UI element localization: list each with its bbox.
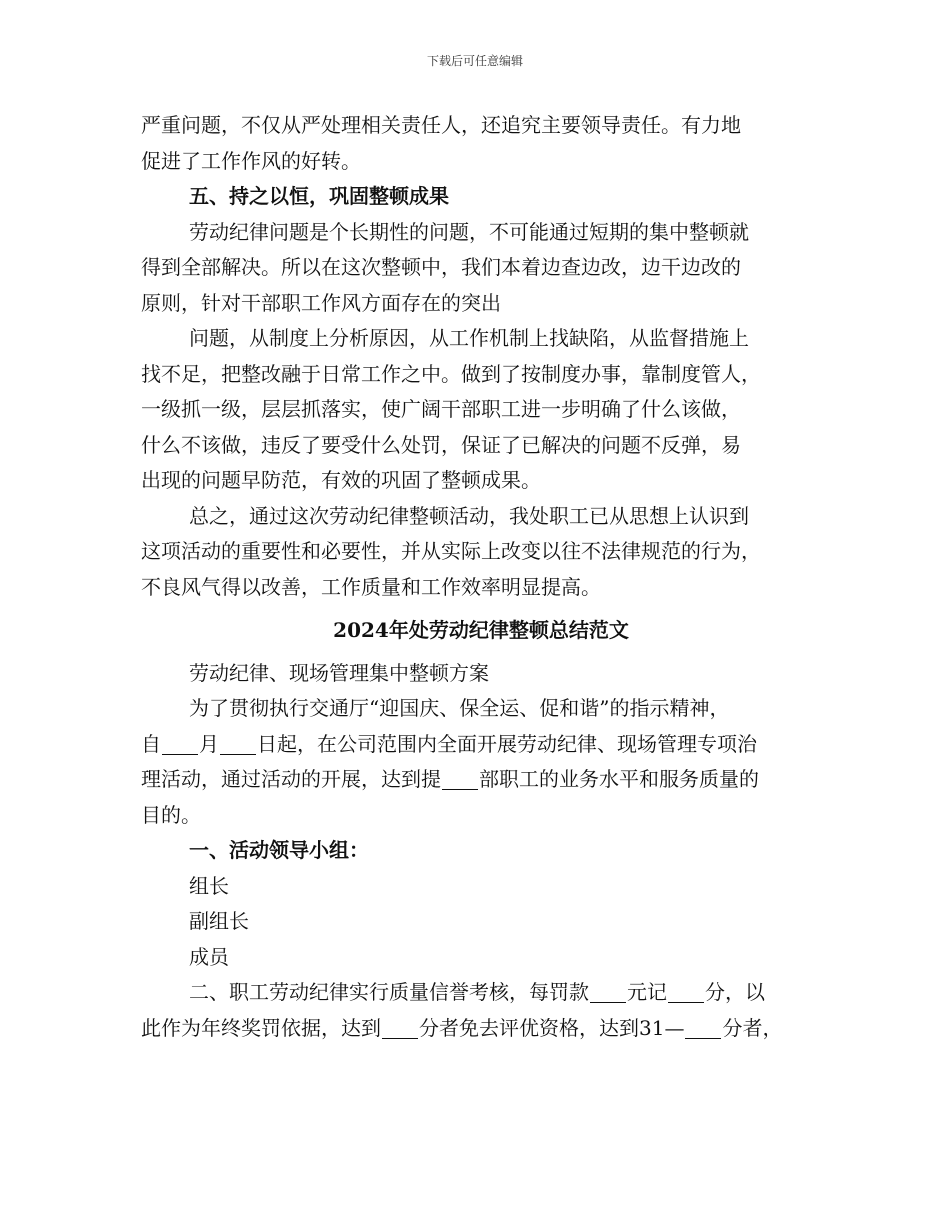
section-heading: 一、活动领导小组： xyxy=(189,838,369,862)
fill-in-blank xyxy=(590,982,626,1003)
text-fragment: 月 xyxy=(199,731,219,756)
text-fragment: 分者， xyxy=(722,1015,783,1040)
text-line: 什么不该做，违反了要受什么处罚，保证了已解决的问题不反弹，易 xyxy=(141,432,741,457)
text-line: 促进了工作作风的好转。 xyxy=(141,148,361,173)
fill-in-blank xyxy=(442,769,478,790)
text-line-with-blanks xyxy=(141,975,821,1011)
text-fragment: 分，以 xyxy=(705,980,765,1004)
text-line: 出现的问题早防范，有效的巩固了整顿成果。 xyxy=(141,468,541,492)
fill-in-blank xyxy=(162,734,198,755)
fill-in-blank xyxy=(668,982,704,1003)
fill-in-blank xyxy=(220,734,256,755)
text-line: 为了贯彻执行交通厅“迎国庆、保全运、促和谐”的指示精神， xyxy=(189,696,730,720)
text-fragment: 日起，在公司范围内全面开展劳动纪律、现场管理专项治 xyxy=(257,731,757,756)
role-item: 成员 xyxy=(189,944,229,969)
text-line: 找不足，把整改融于日常工作之中。做到了按制度办事，靠制度管人， xyxy=(141,361,761,386)
text-line: 不良风气得以改善，工作质量和工作效率明显提高。 xyxy=(141,574,601,599)
text-line-with-blanks xyxy=(141,1011,821,1047)
role-item: 组长 xyxy=(189,873,229,898)
text-line: 原则，针对干部职工作风方面存在的突出 xyxy=(141,290,501,315)
fill-in-blank xyxy=(685,1018,721,1039)
fill-in-blank xyxy=(382,1018,418,1039)
text-fragment: 部职工的业务水平和服务质量的 xyxy=(479,767,759,791)
text-line-with-blanks xyxy=(141,727,821,763)
text-line-with-blanks xyxy=(141,762,821,798)
document-title: 2024年处劳动纪律整顿总结范文 xyxy=(333,618,629,642)
text-line: 得到全部解决。所以在这次整顿中，我们本着边查边改，边干边改的 xyxy=(141,255,741,279)
text-line: 劳动纪律问题是个长期性的问题，不可能通过短期的集中整顿就 xyxy=(189,219,749,244)
text-fragment: 元记 xyxy=(627,980,667,1004)
document-body xyxy=(141,108,821,1046)
section-heading: 五、持之以恒，巩固整顿成果 xyxy=(189,184,449,208)
text-fragment: 此作为年终奖罚依据，达到 xyxy=(141,1015,381,1040)
text-fragment: 二、职工劳动纪律实行质量信誉考核，每罚款 xyxy=(189,980,589,1004)
text-line: 总之，通过这次劳动纪律整顿活动，我处职工已从思想上认识到 xyxy=(189,503,749,528)
role-item: 副组长 xyxy=(189,909,249,933)
text-line: 目的。 xyxy=(141,802,201,827)
subtitle-line: 劳动纪律、现场管理集中整顿方案 xyxy=(189,660,489,685)
text-line: 这项活动的重要性和必要性，并从实际上改变以往不法律规范的行为， xyxy=(141,539,761,563)
text-line: 严重问题，不仅从严处理相关责任人，还追究主要领导责任。有力地 xyxy=(141,113,741,137)
text-fragment: 自 xyxy=(141,731,161,756)
text-line: 问题，从制度上分析原因，从工作机制上找缺陷，从监督措施上 xyxy=(189,326,749,350)
header-note: 下载后可任意编辑 xyxy=(426,54,523,68)
text-fragment: 分者免去评优资格，达到31— xyxy=(419,1015,685,1040)
text-line: 一级抓一级，层层抓落实，使广阔干部职工进一步明确了什么该做， xyxy=(141,397,741,421)
text-fragment: 理活动，通过活动的开展，达到提 xyxy=(141,767,441,791)
